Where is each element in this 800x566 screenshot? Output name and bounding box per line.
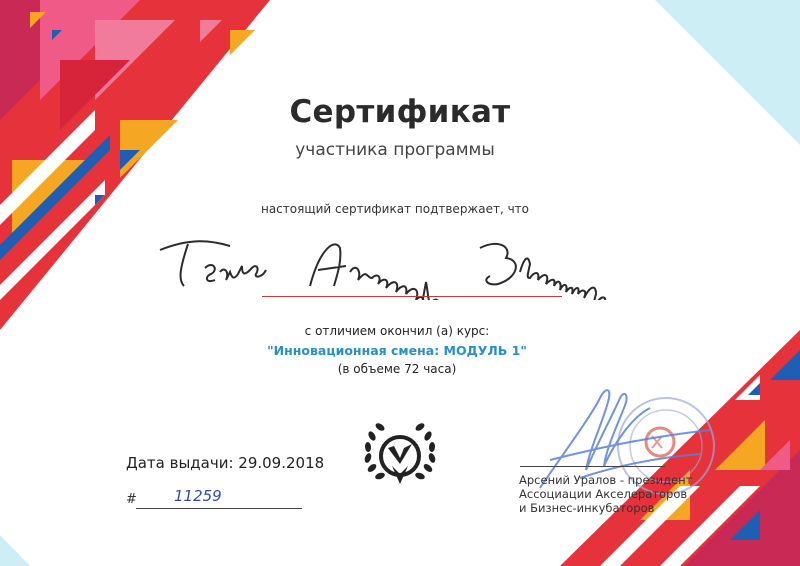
- signer-line-1: Арсений Уралов - президент: [519, 473, 693, 487]
- certificate-number-value: 11259: [174, 487, 222, 505]
- certificate-number-handwritten: [172, 484, 232, 506]
- certificate-subtitle: участника программы: [295, 140, 495, 160]
- certificate-number-line: [136, 508, 302, 509]
- signer-line-3: и Бизнес-инкубаторов: [519, 501, 655, 515]
- laurel-emblem-icon: [358, 418, 442, 492]
- course-volume: (в объеме 72 часа): [337, 362, 457, 376]
- signer-line-2: Ассоциации Акселераторов: [519, 487, 688, 501]
- course-name: "Инновационная смена: МОДУЛЬ 1": [267, 343, 527, 358]
- issue-date: Дата выдачи: 29.09.2018: [126, 454, 325, 472]
- completed-text: с отличием окончил (а) курс:: [304, 324, 490, 338]
- recipient-name-handwritten: [150, 228, 710, 300]
- certificate-title: Сертификат: [289, 94, 511, 130]
- signature-line: [520, 466, 665, 467]
- certificate-number-label: #: [126, 492, 137, 507]
- confirm-text: настоящий сертификат подтвержает, что: [260, 202, 530, 216]
- signer-block: [519, 473, 709, 515]
- name-underline: [262, 296, 562, 297]
